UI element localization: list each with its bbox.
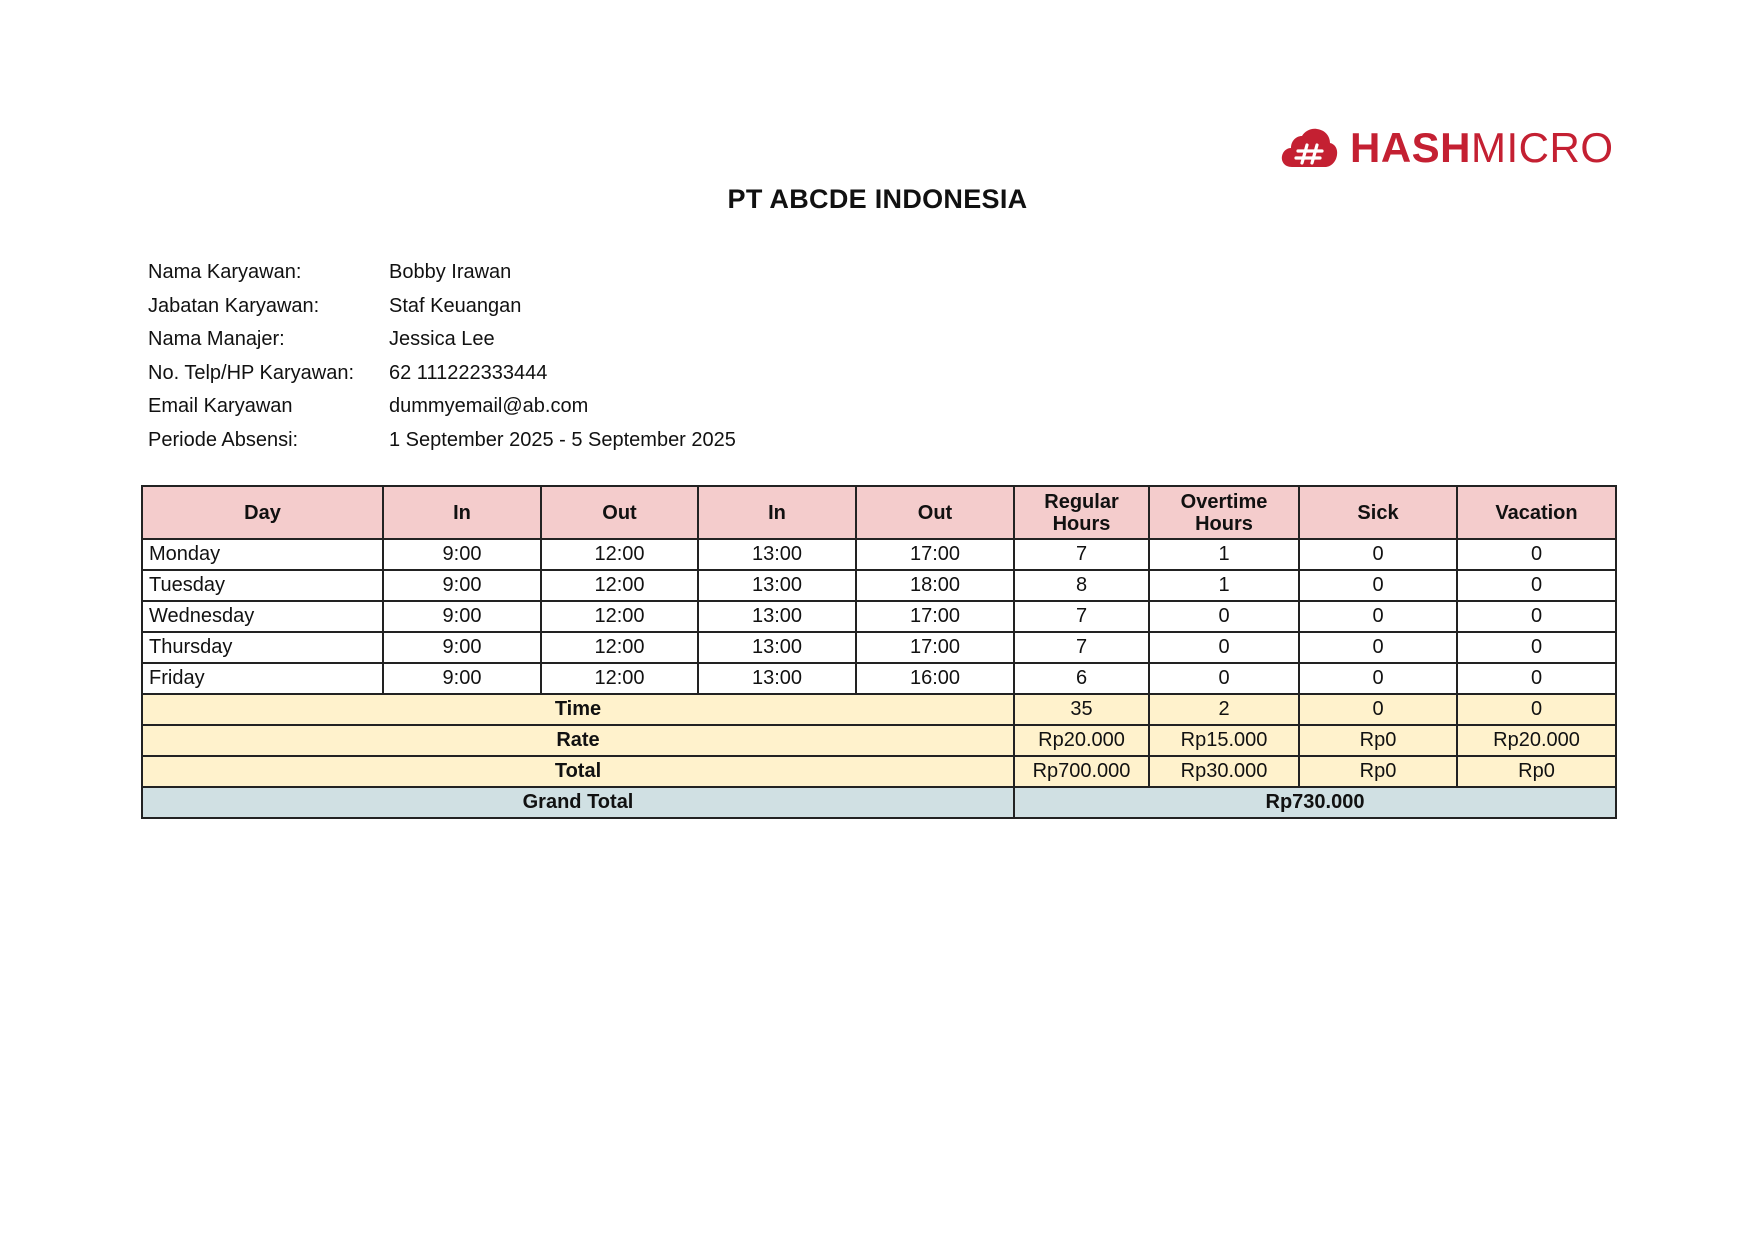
info-value: Staf Keuangan [389, 294, 522, 317]
summary-cell: Rp0 [1457, 756, 1616, 787]
table-cell: 0 [1457, 539, 1616, 570]
summary-label: Time [142, 694, 1014, 725]
header-line: Overtime [1180, 490, 1268, 513]
table-cell: 0 [1149, 663, 1299, 694]
info-label: Periode Absensi: [148, 428, 299, 451]
day-cell: Friday [142, 663, 383, 694]
summary-label: Rate [142, 725, 1014, 756]
summary-cell: Rp30.000 [1149, 756, 1299, 787]
table-cell: 0 [1457, 601, 1616, 632]
col-header-out-2: Out [856, 486, 1014, 539]
logo-text-bold: HASH [1350, 124, 1472, 171]
attendance-table [141, 485, 1617, 819]
summary-cell: Rp20.000 [1457, 725, 1616, 756]
table-cell: 1 [1149, 570, 1299, 601]
header-line: Regular [1044, 490, 1119, 513]
table-cell: 0 [1299, 663, 1457, 694]
table-cell: 0 [1299, 632, 1457, 663]
table-cell: 9:00 [383, 663, 541, 694]
info-label: No. Telp/HP Karyawan: [148, 361, 355, 384]
col-header-vacation: Vacation [1457, 486, 1616, 539]
table-cell: 0 [1299, 539, 1457, 570]
col-header-in-2: In [698, 486, 856, 539]
logo-text-regular: MICRO [1471, 124, 1614, 171]
table-row [142, 632, 1616, 663]
info-value: 62 111222333444 [389, 361, 548, 384]
summary-cell: 0 [1299, 694, 1457, 725]
grand-total-value: Rp730.000 [1014, 787, 1616, 818]
info-value: Bobby Irawan [389, 261, 512, 284]
table-row [142, 663, 1616, 694]
grand-total-label: Grand Total [142, 787, 1014, 818]
table-cell: 1 [1149, 539, 1299, 570]
table-cell: 17:00 [856, 539, 1014, 570]
col-header-sick: Sick [1299, 486, 1457, 539]
table-cell: 9:00 [383, 570, 541, 601]
table-cell: 12:00 [541, 601, 698, 632]
info-label: Email Karyawan [148, 395, 293, 418]
table-cell: 0 [1299, 570, 1457, 601]
hash-cloud-icon [1280, 127, 1338, 169]
table-cell: 17:00 [856, 632, 1014, 663]
col-header-in: In [383, 486, 541, 539]
info-row-name [148, 256, 736, 290]
table-cell: 0 [1457, 570, 1616, 601]
info-value: Jessica Lee [389, 328, 495, 351]
table-cell: 9:00 [383, 539, 541, 570]
table-cell: 12:00 [541, 663, 698, 694]
header-line: Hours [1195, 512, 1253, 535]
info-row-period [148, 424, 736, 458]
table-cell: 9:00 [383, 601, 541, 632]
table-cell: 7 [1014, 632, 1149, 663]
summary-cell: Rp700.000 [1014, 756, 1149, 787]
col-header-overtime-hours [1149, 486, 1299, 539]
table-cell: 16:00 [856, 663, 1014, 694]
table-cell: 0 [1457, 663, 1616, 694]
summary-row-time [142, 694, 1616, 725]
table-cell: 7 [1014, 539, 1149, 570]
employee-info [148, 256, 736, 457]
table-cell: 18:00 [856, 570, 1014, 601]
info-row-phone [148, 357, 736, 391]
table-cell: 12:00 [541, 632, 698, 663]
table-cell: 12:00 [541, 539, 698, 570]
table-cell: 0 [1149, 632, 1299, 663]
info-label: Jabatan Karyawan: [148, 294, 320, 317]
table-cell: 12:00 [541, 570, 698, 601]
table-cell: 13:00 [698, 570, 856, 601]
table-cell: 0 [1149, 601, 1299, 632]
table-cell: 0 [1457, 632, 1616, 663]
info-label: Nama Manajer: [148, 328, 285, 351]
logo-wordmark [1350, 124, 1614, 171]
summary-row-total [142, 756, 1616, 787]
info-value: dummyemail@ab.com [389, 395, 589, 418]
summary-label: Total [142, 756, 1014, 787]
summary-row-rate [142, 725, 1616, 756]
table-cell: 0 [1299, 601, 1457, 632]
col-header-day: Day [142, 486, 383, 539]
hashmicro-logo [1280, 126, 1614, 170]
summary-cell: Rp0 [1299, 725, 1457, 756]
table-cell: 8 [1014, 570, 1149, 601]
info-label: Nama Karyawan: [148, 261, 302, 284]
info-row-email [148, 390, 736, 424]
table-cell: 13:00 [698, 663, 856, 694]
table-cell: 17:00 [856, 601, 1014, 632]
grand-total-row [142, 787, 1616, 818]
info-row-position [148, 290, 736, 324]
day-cell: Thursday [142, 632, 383, 663]
info-value: 1 September 2025 - 5 September 2025 [389, 428, 736, 451]
company-title: PT ABCDE INDONESIA [727, 184, 1028, 214]
table-row [142, 570, 1616, 601]
summary-cell: 0 [1457, 694, 1616, 725]
table-cell: 7 [1014, 601, 1149, 632]
col-header-out: Out [541, 486, 698, 539]
col-header-regular-hours [1014, 486, 1149, 539]
table-cell: 13:00 [698, 539, 856, 570]
table-row [142, 539, 1616, 570]
table-header-row [142, 486, 1616, 539]
summary-cell: Rp15.000 [1149, 725, 1299, 756]
header-line: Hours [1052, 512, 1111, 535]
table-cell: 13:00 [698, 632, 856, 663]
summary-cell: Rp20.000 [1014, 725, 1149, 756]
day-cell: Wednesday [142, 601, 383, 632]
day-cell: Tuesday [142, 570, 383, 601]
table-cell: 13:00 [698, 601, 856, 632]
table-row [142, 601, 1616, 632]
info-row-manager [148, 323, 736, 357]
table-cell: 9:00 [383, 632, 541, 663]
summary-cell: Rp0 [1299, 756, 1457, 787]
summary-cell: 35 [1014, 694, 1149, 725]
summary-cell: 2 [1149, 694, 1299, 725]
day-cell: Monday [142, 539, 383, 570]
table-cell: 6 [1014, 663, 1149, 694]
